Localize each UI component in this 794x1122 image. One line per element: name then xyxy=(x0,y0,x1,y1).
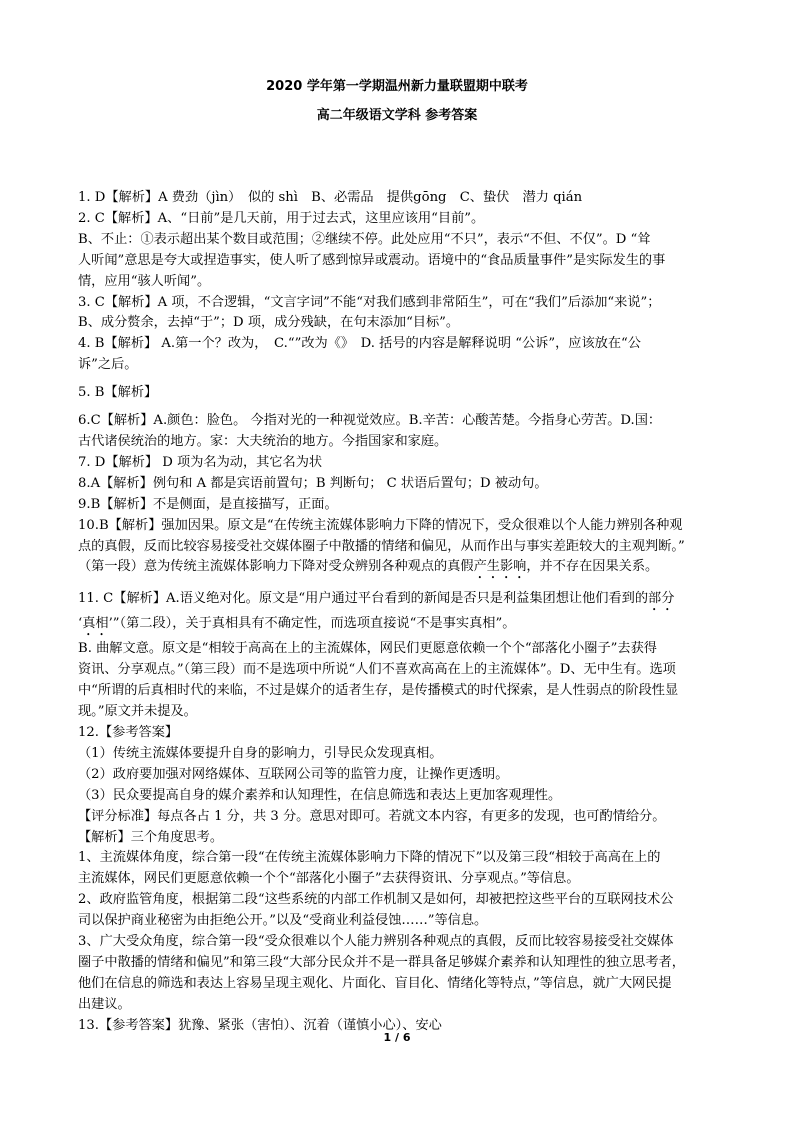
answer-q2: 2. C【解析】A、“日前”是几天前，用于过去式，这里应该用“目前”。 xyxy=(78,210,485,226)
answer-q2-line: 情，应用“骇人听闻”。 xyxy=(78,273,211,289)
answer-q11-line xyxy=(78,614,723,639)
document-title: 2020 学年第一学期温州新力量联盟期中联考 xyxy=(266,79,528,94)
answer-q10-line: 点的真假，反而比较容易接受社交媒体圈子中散播的情绪和偏见，从而作出与事实差距较大的主观判断。” xyxy=(78,538,685,554)
text-span: ’”（第二段），关于真相具有不确定性，而选项直接说“不是事实真相”。 xyxy=(108,616,516,632)
scoring-standard: 【评分标准】每点各占 1 分，共 3 分。意思对即可。若就文本内容，有更多的发现，也可酌情给分。 xyxy=(78,808,666,824)
answer-q2-line: 人听闻”意思是夸大或捏造事实，使人听了感到惊异或震动。语境中的“食品质量事件”是实际发生的事 xyxy=(78,252,666,268)
answer-q10-line xyxy=(78,557,723,582)
answer-q5: 5. B【解析】 xyxy=(78,385,158,401)
emphasis-text: 产生影响 xyxy=(473,559,527,575)
answer-q8: 8.A【解析】例句和 A 都是宾语前置句；B 判断句； C 状语后置句；D 被动句。 xyxy=(78,475,548,491)
analysis-line: 圈子中散播的情绪和偏见”和第三段“大部分民众并不是一群具备足够媒介素养和认知理性的独立思考者， xyxy=(78,955,685,970)
answer-body xyxy=(78,188,723,1037)
answer-q4-line: 诉”之后。 xyxy=(78,357,138,373)
emphasis-text: 部分 xyxy=(648,591,675,607)
answer-q11 xyxy=(78,589,723,614)
answer-q12-point: （2）政府要加强对网络媒体、互联网公司等的监管力度，让操作更透明。 xyxy=(78,766,509,782)
answer-q12-point: （3）民众要提高自身的媒介素养和认知理性，在信息筛选和表达上更加客观理性。 xyxy=(78,787,562,803)
analysis-line: 3、广大受众角度，综合第一段“受众很难以个人能力辨别各种观点的真假，反而比较容易接受社交媒体 xyxy=(78,934,674,950)
answer-q6-line: 古代诸侯统治的地方。家：大夫统治的地方。今指国家和家庭。 xyxy=(78,433,448,449)
answer-q3: 3. C【解析】A 项，不合逻辑，“文言字词”不能“对我们感到非常陌生”，可在“我们”后添加“来说”； xyxy=(78,294,661,310)
answer-q11-line: 现。”原文并未提及。 xyxy=(78,704,197,720)
answer-q9: 9.B【解析】不是侧面，是直接描写，正面。 xyxy=(78,496,338,512)
answer-q10: 10.B【解析】强加因果。原文是“在传统主流媒体影响力下降的情况下，受众很难以个人能力辨别各种观 xyxy=(78,517,683,533)
answer-q11-line: 中“所谓的后真相时代的来临，不过是媒介的适者生存，是传播模式的时代探索，是人性弱点的阶段性显 xyxy=(78,683,679,699)
document-subtitle: 高二年级语文学科 参考答案 xyxy=(316,108,478,123)
analysis-heading: 【解析】三个角度思考。 xyxy=(78,829,224,845)
text-span: 11. C【解析】A.语义绝对化。原文是“用户通过平台看到的新闻是否只是利益集团想让他们看到的 xyxy=(78,591,649,607)
answer-q4: 4. B【解析】 A.第一个？改为， C.“”改为《》 D. 括号的内容是解释说明 “公诉”，应该放在“公 xyxy=(78,336,641,352)
answer-q7: 7. D【解析】 D 项为名为动，其它名为状 xyxy=(78,454,323,470)
answer-q12-point: （1）传统主流媒体要提升自身的影响力，引导民众发现真相。 xyxy=(78,745,443,761)
analysis-line: 司以保护商业秘密为由拒绝公开。”以及“受商业利益侵蚀……”等信息。 xyxy=(78,913,488,929)
answer-q12: 12.【参考答案】 xyxy=(78,725,179,741)
answer-q11-line: 资讯、分享观点。”（第三段）而不是选项中所说“人们不喜欢高高在上的主流媒体”。D、无中生有。选项 xyxy=(78,662,676,678)
analysis-line: 主流媒体，网民们更愿意依赖一个个“部落化小圈子”去获得资讯、分享观点。”等信息。 xyxy=(78,871,580,887)
page-number: 1 / 6 xyxy=(383,1031,411,1044)
analysis-line: 他们在信息的筛选和表达上容易呈现主观化、片面化、盲目化、情绪化等特点，”等信息，就广大网民提 xyxy=(78,975,672,991)
emphasis-text: ‘ xyxy=(78,616,83,632)
text-span: ，并不存在因果关系。 xyxy=(526,559,659,575)
analysis-line: 出建议。 xyxy=(78,996,131,1012)
answer-q11-line: B. 曲解文意。原文是“相较于高高在上的主流媒体，网民们更愿意依赖一个个“部落化小圈子”去获得 xyxy=(78,641,657,657)
analysis-line: 2、政府监管角度，根据第二段“这些系统的内部工作机制又是如何，却被把控这些平台的互联网技术公 xyxy=(78,892,674,908)
answer-q6: 6.C【解析】A.颜色：脸色。 今指对光的一种视觉效应。B.辛苦：心酸苦楚。今指身心劳苦。D.国： xyxy=(78,413,662,429)
answer-q1: 1. D【解析】A 费劲（jìn） 似的 shì B、必需品 提供gōng C、蛰伏 潜力 qián xyxy=(78,190,583,205)
answer-q13: 13.【参考答案】犹豫、紧张（害怕）、沉着（谨慎小心）、安心 xyxy=(78,1017,442,1033)
answer-q2-line: B、不止：①表示超出某个数目或范围；②继续不停。此处应用“不只”，表示“不但、不仅”。D “耸 xyxy=(78,231,651,247)
emphasis-text: 真相 xyxy=(82,616,109,632)
answer-q3-line: B、成分赘余，去掉“于”；D 项，成分残缺，在句末添加“目标”。 xyxy=(78,315,460,331)
analysis-line: 1、主流媒体角度，综合第一段“在传统主流媒体影响力下降的情况下”以及第三段“相较于高高在上的 xyxy=(78,850,661,866)
text-span: （第一段）意为传统主流媒体影响力下降对受众辨别各种观点的真假 xyxy=(78,559,474,575)
